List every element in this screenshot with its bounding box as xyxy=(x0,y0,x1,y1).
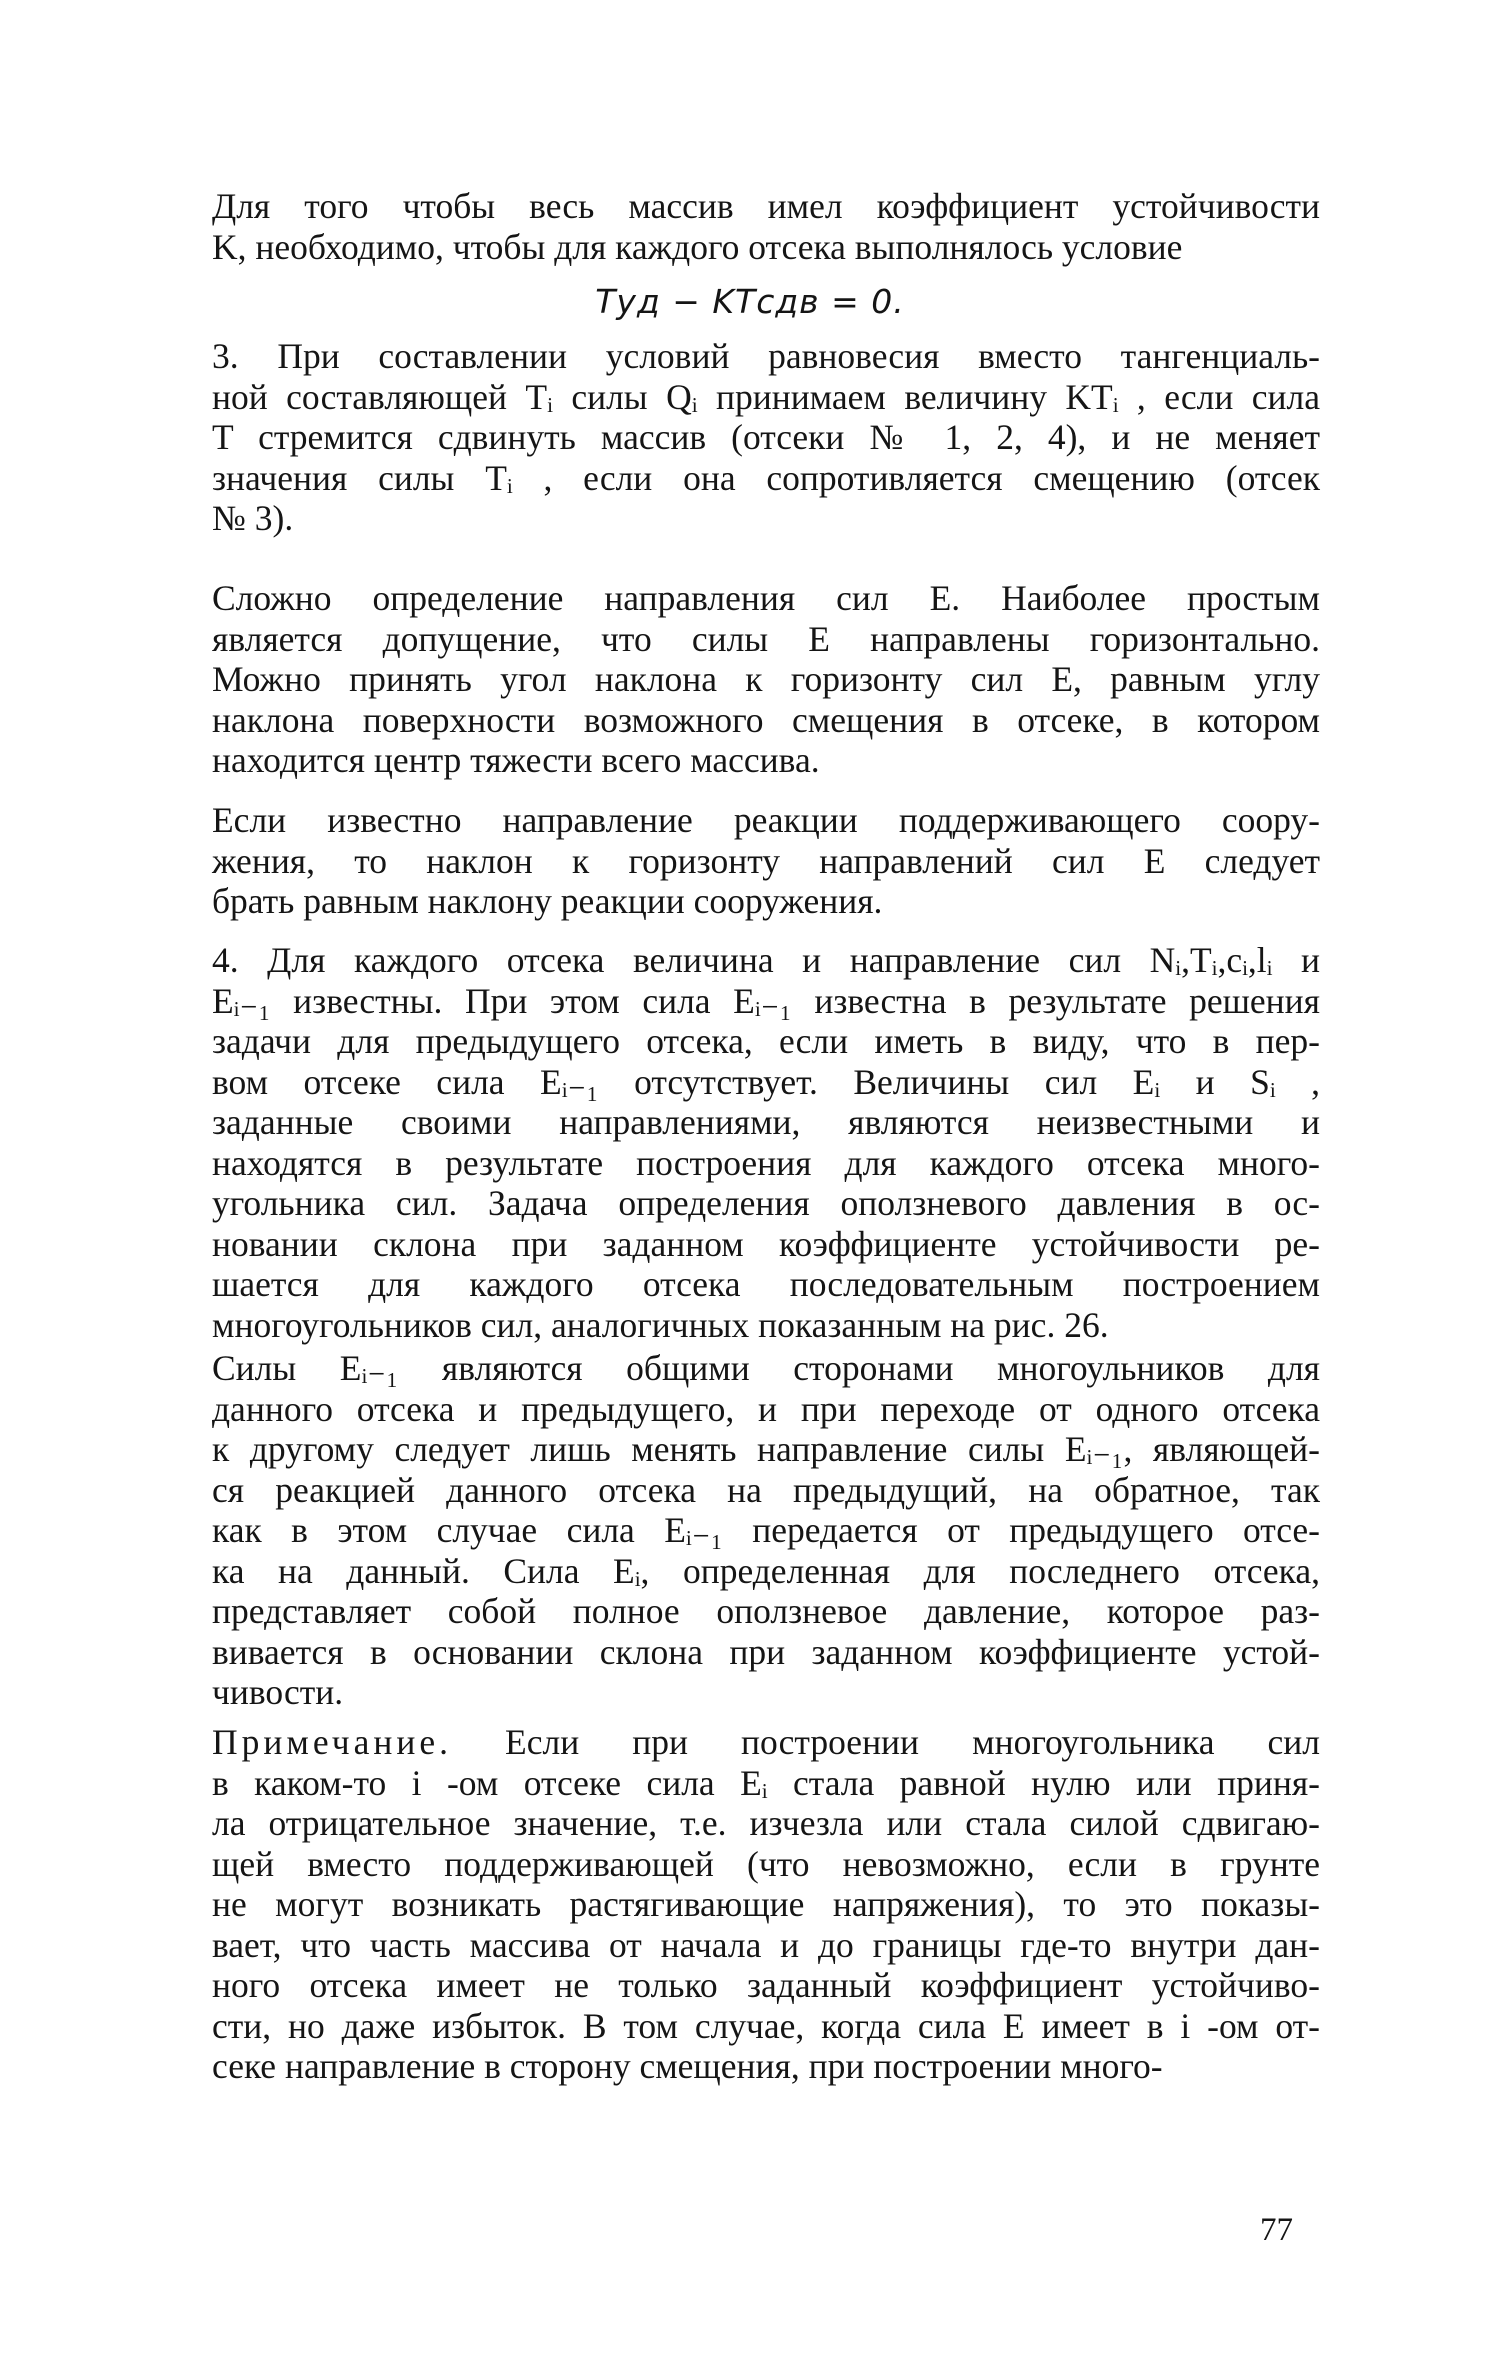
text-line: многоугольников сил, аналогичных показанным на рис. 26. xyxy=(212,1304,1109,1345)
note-line: ного отсека имеет не только заданный коэффициент устойчиво- xyxy=(212,1965,1320,2005)
note-line: ла отрицательное значение, т.е. изчезла или стала силой сдвигаю- xyxy=(212,1803,1320,1843)
text-line: является допущение, что силы E направлены горизонтально. xyxy=(212,618,1320,659)
note-line: секе направление в сторону смещения, при построении много- xyxy=(212,2046,1163,2086)
text-line: вивается в основании склона при заданном коэффициенте устой- xyxy=(212,1631,1320,1672)
text-line: Можно принять угол наклона к горизонту сил E, равным углу xyxy=(212,659,1320,699)
text-line: Eᵢ₋₁ известны. При этом сила Eᵢ₋₁ известна в результате решения xyxy=(212,980,1320,1021)
text-line: как в этом случае сила Eᵢ₋₁ передается от предыдущего отсе- xyxy=(212,1510,1320,1550)
text-line: вом отсеке сила Eᵢ₋₁ отсутствует. Величины сил Eᵢ и Sᵢ , xyxy=(212,1061,1320,1102)
text-line: угольника сил. Задача определения оползневого давления в ос- xyxy=(212,1183,1320,1223)
text-line: № 3). xyxy=(212,498,294,538)
text-line: 4. Для каждого отсека величина и направление сил Nᵢ,Tᵢ,cᵢ,lᵢ и xyxy=(212,940,1320,980)
text-line: Для того чтобы весь массив имел коэффициент устойчивости xyxy=(212,186,1320,226)
paragraph-force-direction xyxy=(212,578,1320,781)
text-line: ка на данный. Сила Eᵢ, определенная для последнего отсека, xyxy=(212,1550,1320,1591)
page-number: 77 xyxy=(1260,2212,1293,2248)
text-line: 3. При составлении условий равновесия вместо тангенциаль- xyxy=(212,336,1320,376)
text-line: наклона поверхности возможного смещения в отсеке, в котором xyxy=(212,699,1320,740)
note-line: не могут возникать растягивающие напряжения), то это показы- xyxy=(212,1884,1320,1924)
paragraph-intro xyxy=(212,186,1320,267)
text-line: K, необходимо, чтобы для каждого отсека выполнялось условие xyxy=(212,226,1183,267)
text-line: шается для каждого отсека последовательным построением xyxy=(212,1264,1320,1304)
text-line: Силы Eᵢ₋₁ являются общими сторонами многоульников для xyxy=(212,1348,1320,1388)
text-line: новании склона при заданном коэффициенте устойчивости ре- xyxy=(212,1223,1320,1264)
text-line: представляет собой полное оползневое давление, которое раз- xyxy=(212,1591,1320,1631)
note-line: сти, но даже избыток. В том случае, когда сила E имеет в i -ом от- xyxy=(212,2005,1320,2046)
paragraph-forces-common xyxy=(212,1348,1320,1713)
text-line: к другому следует лишь менять направление силы Eᵢ₋₁, являющей- xyxy=(212,1429,1320,1469)
text-line: жения, то наклон к горизонту направлений сил E следует xyxy=(212,840,1320,881)
text-line: задачи для предыдущего отсека, если иметь в виду, что в пер- xyxy=(212,1021,1320,1061)
text-line: ся реакцией данного отсека на предыдущий, на обратное, так xyxy=(212,1469,1320,1510)
paragraph-item-4 xyxy=(212,940,1320,1345)
note-line: в каком-то i -ом отсеке сила Eᵢ стала равной нулю или приня- xyxy=(212,1762,1320,1803)
text-line: заданные своими направлениями, являются неизвестными и xyxy=(212,1102,1320,1142)
text-line: Если известно направление реакции поддерживающего соору- xyxy=(212,800,1320,840)
text-line: чивости. xyxy=(212,1672,344,1712)
note-heading: Примечание. xyxy=(212,1722,452,1762)
text-line: данного отсека и предыдущего, и при переходе от одного отсека xyxy=(212,1388,1320,1429)
text-line: находятся в результате построения для каждого отсека много- xyxy=(212,1142,1320,1183)
note-paragraph xyxy=(212,1722,1320,2087)
text-line: Сложно определение направления сил E. Наиболее простым xyxy=(212,578,1320,618)
text-line: T стремится сдвинуть массив (отсеки № 1, 2, 4), и не меняет xyxy=(212,417,1320,457)
text-line: находится центр тяжести всего массива. xyxy=(212,740,820,780)
text-line: ной составляющей Tᵢ силы Qᵢ принимаем величину KTᵢ , если сила xyxy=(212,376,1320,417)
text-line: брать равным наклону реакции сооружения. xyxy=(212,881,883,921)
text-line: значения силы Tᵢ , если она сопротивляется смещению (отсек xyxy=(212,457,1320,498)
paragraph-item-3 xyxy=(212,336,1320,539)
note-line: щей вместо поддерживающей (что невозможно, если в грунте xyxy=(212,1843,1320,1884)
note-line: вает, что часть массива от начала и до границы где-то внутри дан- xyxy=(212,1924,1320,1965)
paragraph-reaction xyxy=(212,800,1320,922)
note-first-line: Примечание. Если при построении многоугольника сил xyxy=(212,1722,1320,1762)
equilibrium-formula: Tуд − KTсдв = 0. xyxy=(595,282,905,321)
